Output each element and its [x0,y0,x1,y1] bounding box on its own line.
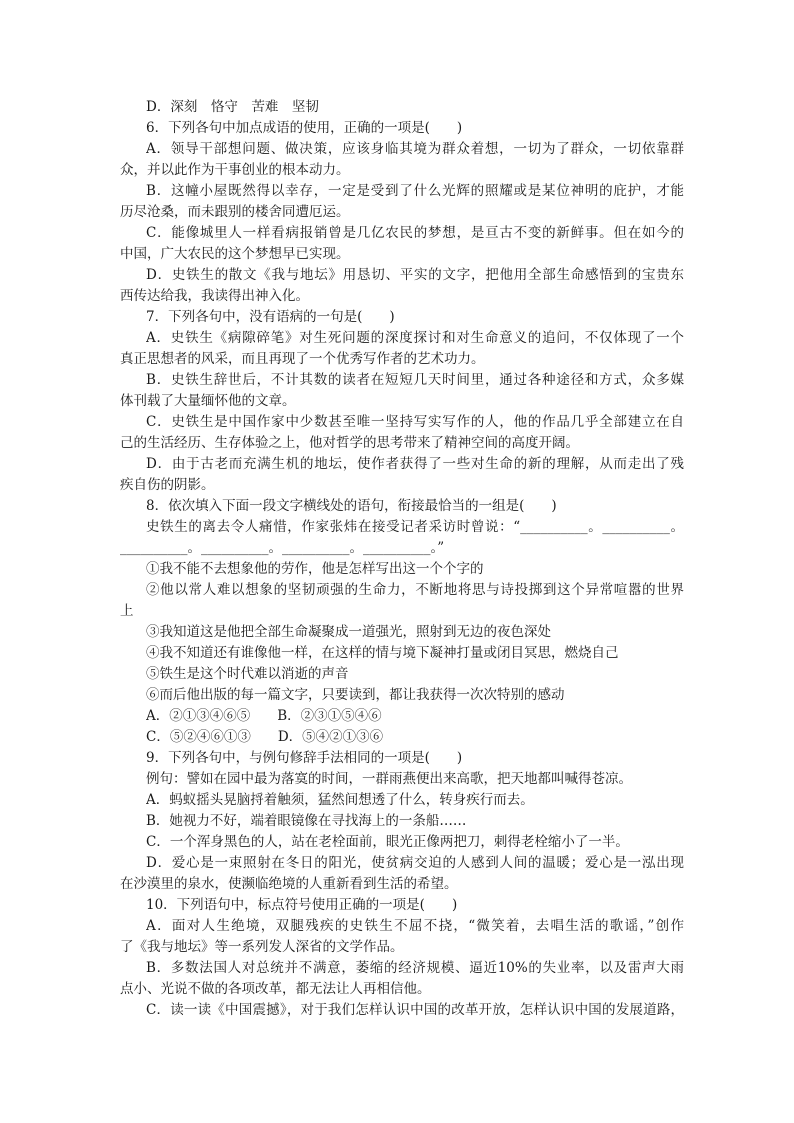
text-line: 中国，广大农民的这个梦想早已实现。 [120,246,350,262]
text-line: 7．下列各句中，没有语病的一句是( ) [146,309,395,325]
text-line: ④我不知道还有谁像他一样，在这样的情与境下凝神打量或闭目冥思，燃烧自己 [146,645,619,661]
text-line: B．多数法国人对总统并不满意，萎缩的经济规模、逼近10%的失业率，以及雷声大雨 [146,960,684,976]
text-line: C．读一读《中国震撼》，对于我们怎样认识中国的改革开放，怎样认识中国的发展道路， [146,1002,684,1018]
text-line: 8．依次填入下面一段文字横线处的语句，衔接最恰当的一组是( ) [146,498,557,514]
text-line: 史铁生的离去令人痛惜，作家张炜在接受记者采访时曾说：“__________。__________。 [146,519,684,535]
text-line: A．蚂蚁摇头晃脑捋着触须，猛然间想透了什么，转身疾行而去。 [146,792,534,808]
text-line: 历尽沧桑，而未跟别的楼舍同遭厄运。 [120,204,350,220]
text-line: D．深刻 恪守 苦难 坚韧 [146,99,319,115]
text-line: 点小、光说不做的各项改革，都无法让人再相信他。 [120,981,431,997]
text-line: C．能像城里人一样看病报销曾是几亿农民的梦想，是亘古不变的新鲜事。但在如今的 [146,225,684,241]
text-line: A．面对人生绝境，双腿残疾的史铁生不屈不挠，“微笑着，去唱生活的歌谣，”创作 [146,918,684,934]
text-line: B．她视力不好，端着眼镜像在寻找海上的一条船…… [146,813,467,829]
text-line: ⑤铁生是这个时代难以消逝的声音 [146,666,349,682]
text-line: 西传达给我，我读得出神入化。 [120,288,309,304]
text-line: 在沙漠里的泉水，使濒临绝境的人重新看到生活的希望。 [120,876,458,892]
text-line: 10．下列语句中，标点符号使用正确的一项是( ) [146,897,458,913]
text-line: 6．下列各句中加点成语的使用，正确的一项是( ) [146,120,463,136]
text-line: A．领导干部想问题、做决策，应该身临其境为群众着想，一切为了群众，一切依靠群 [146,141,684,157]
text-line: 疾自伤的阴影。 [120,477,215,493]
text-line: 己的生活经历、生存体验之上，他对哲学的思考带来了精神空间的高度开阔。 [120,435,579,451]
text-line: B．史铁生辞世后，不计其数的读者在短短几天时间里，通过各种途径和方式，众多媒 [146,372,684,388]
text-line: 体刊载了大量缅怀他的文章。 [120,393,296,409]
text-line: 上 [120,603,134,619]
text-line: ①我不能不去想象他的劳作，他是怎样写出这一个个字的 [146,561,484,577]
text-line: B．这幢小屋既然得以幸存，一定是受到了什么光辉的照耀或是某位神明的庇护，才能 [146,183,684,199]
text-line: 真正思想者的风采，而且再现了一个优秀写作者的艺术功力。 [120,351,485,367]
text-line: D．由于古老而充满生机的地坛，使作者获得了一些对生命的新的理解，从而走出了残 [146,456,684,472]
text-line: C．一个浑身黑色的人，站在老栓面前，眼光正像两把刀，刺得老栓缩小了一半。 [146,834,629,850]
text-line: 9．下列各句中，与例句修辞手法相同的一项是( ) [146,750,463,766]
text-line: ⑥而后他出版的每一篇文字，只要读到，都让我获得一次次特别的感动 [146,687,565,703]
text-line: D．爱心是一束照射在冬日的阳光，使贫病交迫的人感到人间的温暖；爱心是一泓出现 [146,855,684,871]
text-line: D．史铁生的散文《我与地坛》用恳切、平实的文字，把他用全部生命感悟到的宝贵东 [146,267,684,283]
text-line: C．史铁生是中国作家中少数甚至唯一坚持写实写作的人，他的作品几乎全部建立在自 [146,414,684,430]
text-line: C．⑤②④⑥①③ D．⑤④②①③⑥ [146,729,384,745]
text-line: 例句：譬如在园中最为落寞的时间，一群雨燕便出来高歌，把天地都叫喊得苍凉。 [146,771,632,787]
text-line: 众，并以此作为干事创业的根本动力。 [120,162,350,178]
text-line: ③我知道这是他把全部生命凝聚成一道强光，照射到无边的夜色深处 [146,624,551,640]
text-line: 了《我与地坛》等一系列发人深省的文学作品。 [120,939,404,955]
text-line: A．史铁生《病隙碎笔》对生死问题的深度探讨和对生命意义的追问，不仅体现了一个 [146,330,684,346]
text-line: ②他以常人难以想象的坚韧顽强的生命力，不断地将思与诗投掷到这个异常喧嚣的世界 [146,582,684,598]
text-line: A．②①③④⑥⑤ B．②③①⑤④⑥ [146,708,382,724]
text-line: __________。__________。__________。__________。” [120,540,445,556]
